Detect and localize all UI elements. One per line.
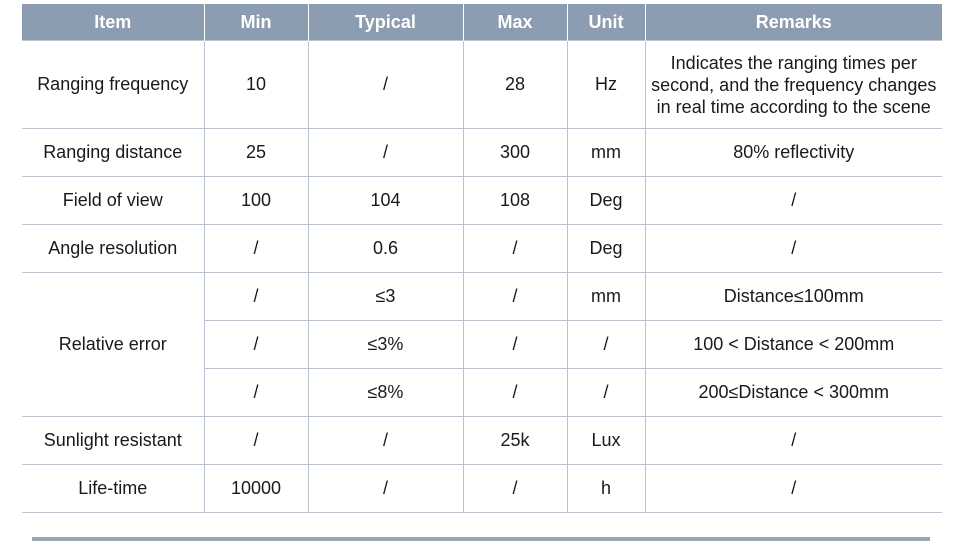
table-row-life-time — [22, 465, 942, 513]
cell-max: / — [463, 321, 567, 369]
cell-max: 25k — [463, 417, 567, 465]
cell-item: Sunlight resistant — [22, 417, 204, 465]
cell-item: Angle resolution — [22, 225, 204, 273]
cell-typical: 0.6 — [308, 225, 463, 273]
cell-max: / — [463, 369, 567, 417]
cell-typical: ≤3% — [308, 321, 463, 369]
cell-unit: Lux — [567, 417, 645, 465]
cell-item: Life-time — [22, 465, 204, 513]
table-row-sunlight-resistant — [22, 417, 942, 465]
cell-unit: h — [567, 465, 645, 513]
cell-remarks: 200≤Distance < 300mm — [645, 369, 942, 417]
cell-max: 108 — [463, 177, 567, 225]
bottom-divider — [32, 537, 930, 541]
cell-min: / — [204, 321, 308, 369]
cell-unit: mm — [567, 273, 645, 321]
header-min: Min — [204, 4, 308, 41]
cell-remarks: / — [645, 417, 942, 465]
table-header-row — [22, 4, 942, 41]
cell-max: / — [463, 273, 567, 321]
cell-typical: / — [308, 417, 463, 465]
cell-min: / — [204, 225, 308, 273]
header-unit: Unit — [567, 4, 645, 41]
cell-typical: ≤8% — [308, 369, 463, 417]
cell-unit: Deg — [567, 225, 645, 273]
cell-typical: / — [308, 129, 463, 177]
header-max: Max — [463, 4, 567, 41]
cell-remarks: 100 < Distance < 200mm — [645, 321, 942, 369]
table-row-angle-resolution — [22, 225, 942, 273]
cell-typical: / — [308, 41, 463, 129]
cell-item-relative-error: Relative error — [22, 273, 204, 417]
cell-min: / — [204, 273, 308, 321]
cell-max: 300 — [463, 129, 567, 177]
spec-table — [22, 4, 942, 513]
cell-min: 100 — [204, 177, 308, 225]
cell-item: Ranging frequency — [22, 41, 204, 129]
header-item: Item — [22, 4, 204, 41]
cell-unit: mm — [567, 129, 645, 177]
cell-unit: / — [567, 369, 645, 417]
cell-remarks: / — [645, 465, 942, 513]
cell-unit: Deg — [567, 177, 645, 225]
table-row-ranging-frequency — [22, 41, 942, 129]
cell-min: / — [204, 417, 308, 465]
cell-unit: Hz — [567, 41, 645, 129]
header-typical: Typical — [308, 4, 463, 41]
cell-unit: / — [567, 321, 645, 369]
cell-remarks: Indicates the ranging times per second, and the frequency changes in real time according to the scene — [645, 41, 942, 129]
header-remarks: Remarks — [645, 4, 942, 41]
cell-typical: / — [308, 465, 463, 513]
cell-min: 10000 — [204, 465, 308, 513]
table-row-relative-error-1 — [22, 273, 942, 321]
cell-min: 25 — [204, 129, 308, 177]
cell-max: / — [463, 225, 567, 273]
cell-remarks: 80% reflectivity — [645, 129, 942, 177]
cell-remarks: / — [645, 225, 942, 273]
cell-max: 28 — [463, 41, 567, 129]
cell-typical: ≤3 — [308, 273, 463, 321]
table-row-field-of-view — [22, 177, 942, 225]
table-row-ranging-distance — [22, 129, 942, 177]
cell-min: / — [204, 369, 308, 417]
cell-remarks: / — [645, 177, 942, 225]
cell-min: 10 — [204, 41, 308, 129]
cell-typical: 104 — [308, 177, 463, 225]
cell-item: Field of view — [22, 177, 204, 225]
cell-item: Ranging distance — [22, 129, 204, 177]
cell-remarks: Distance≤100mm — [645, 273, 942, 321]
cell-max: / — [463, 465, 567, 513]
